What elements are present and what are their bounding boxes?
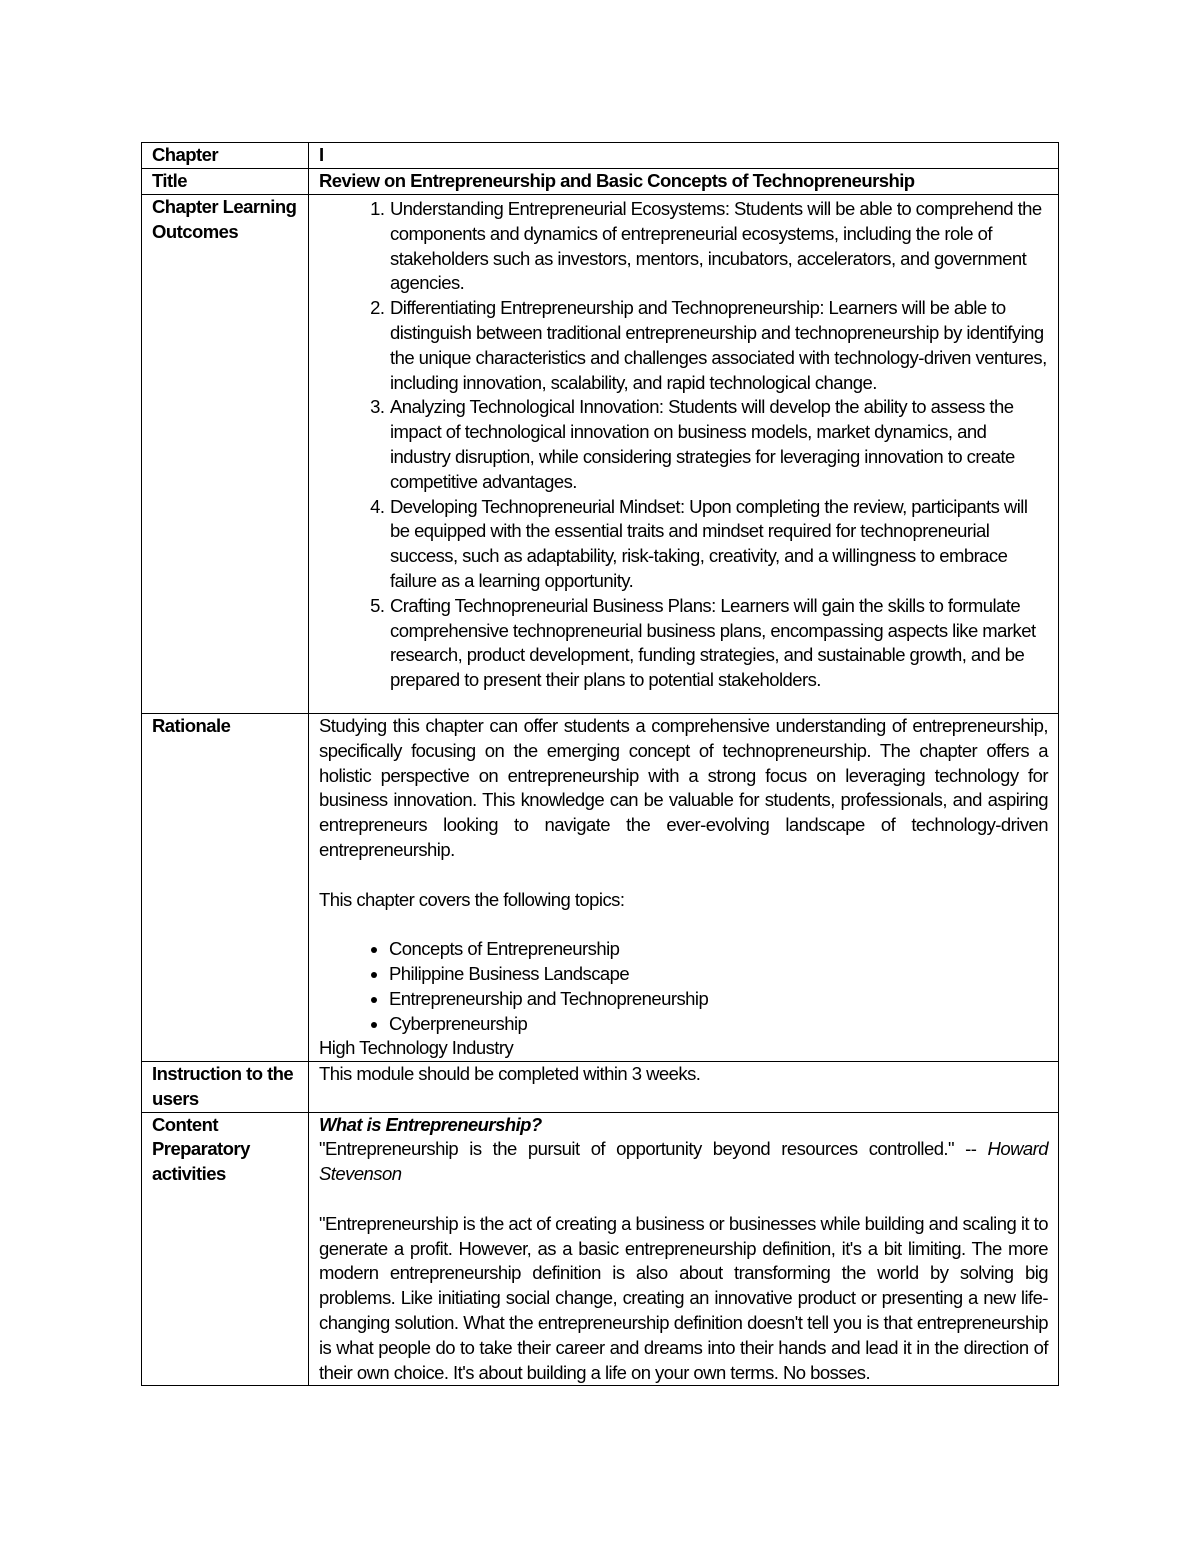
outcome-item: 3. Analyzing Technological Innovation: Students will develop the ability to assess the impact of technological innovation on business models, market dynamics, and industry disruption, while considering strategies for leveraging innovation to create competitive advantages. — [389, 395, 1048, 494]
topic-item: • Cyberpreneurship — [389, 1012, 1048, 1037]
row-chapter — [142, 143, 1059, 169]
row-content — [142, 1112, 1059, 1386]
outcome-item: 2. Differentiating Entrepreneurship and Technopreneurship: Learners will be able to distinguish between traditional entrepreneurship and technopreneurship by identifying the unique characteristics and challenges associated with technology-driven ventures, including innovation, scalability, and rapid technological change. — [389, 296, 1048, 395]
instruction-value: This module should be completed within 3 weeks. — [309, 1062, 1059, 1113]
instruction-label: Instruction to the users — [142, 1062, 309, 1113]
rationale-paragraph: Studying this chapter can offer students a comprehensive understanding of entrepreneurship, specifically focusing on the emerging concept of technopreneurship. The chapter offers a holistic perspective on entrepreneurship with a strong focus on leveraging technology for business innovation. This knowledge can be valuable for students, professionals, and aspiring entrepreneurs looking to navigate the ever-evolving landscape of technology-driven entrepreneurship. — [319, 714, 1048, 860]
topic-item: • Concepts of Entrepreneurship — [389, 937, 1048, 962]
title-label: Title — [142, 169, 309, 195]
topic-item: • Philippine Business Landscape — [389, 962, 1048, 987]
outcomes-list — [319, 197, 1048, 693]
rationale-label: Rationale — [142, 713, 309, 1061]
outcome-item: 4. Developing Technopreneurial Mindset: Upon completing the review, participants will be equipped with the essential traits and mindset required for technopreneurial success, such as adaptability, risk-taking, creativity, and a willingness to embrace failure as a learning opportunity. — [389, 495, 1048, 594]
quote-author: Howard Stevenson — [319, 1138, 1048, 1185]
title-value: Review on Entrepreneurship and Basic Concepts of Technopreneurship — [309, 169, 1059, 195]
content-cell — [309, 1112, 1059, 1386]
topics-list — [319, 937, 1048, 1036]
content-quote — [319, 1137, 1048, 1187]
row-rationale — [142, 713, 1059, 1061]
topics-intro: This chapter covers the following topics: — [319, 888, 625, 910]
extra-topic: High Technology Industry — [319, 1037, 514, 1059]
quote-text: "Entrepreneurship is the pursuit of opportunity beyond resources controlled." -- — [319, 1138, 977, 1160]
content-heading: What is Entrepreneurship? — [319, 1113, 542, 1135]
outcomes-cell — [309, 195, 1059, 714]
outcomes-label: Chapter Learning Outcomes — [142, 195, 309, 714]
row-title — [142, 169, 1059, 195]
topic-item: • Entrepreneurship and Technopreneurship — [389, 987, 1048, 1012]
content-paragraph: "Entrepreneurship is the act of creating a business or businesses while building and scaling it to generate a profit. However, as a basic entrepreneurship definition, it's a bit limiting. The more modern entrepreneurship definition is also about transforming the world by solving big problems. Like initiating social change, creating an innovative product or presenting a new life-changing solution. What the entrepreneurship definition doesn't tell you is that entrepreneurship is what people do to take their career and dreams into their hands and lead it in the direction of their own choice. It's about building a life on your own terms. No bosses. — [319, 1212, 1048, 1383]
module-table — [141, 142, 1059, 1386]
rationale-cell — [309, 713, 1059, 1061]
chapter-label: Chapter — [142, 143, 309, 169]
content-label: Content Preparatory activities — [142, 1112, 309, 1386]
row-instruction — [142, 1062, 1059, 1113]
row-outcomes — [142, 195, 1059, 714]
chapter-value: I — [309, 143, 1059, 169]
outcome-item: 5. Crafting Technopreneurial Business Plans: Learners will gain the skills to formulate comprehensive technopreneurial business plans, encompassing aspects like market research, product development, funding strategies, and sustainable growth, and be prepared to present their plans to potential stakeholders. — [389, 594, 1048, 693]
outcome-item: 1. Understanding Entrepreneurial Ecosystems: Students will be able to comprehend the components and dynamics of entrepreneurial ecosystems, including the role of stakeholders such as investors, mentors, incubators, accelerators, and government agencies. — [389, 197, 1048, 296]
